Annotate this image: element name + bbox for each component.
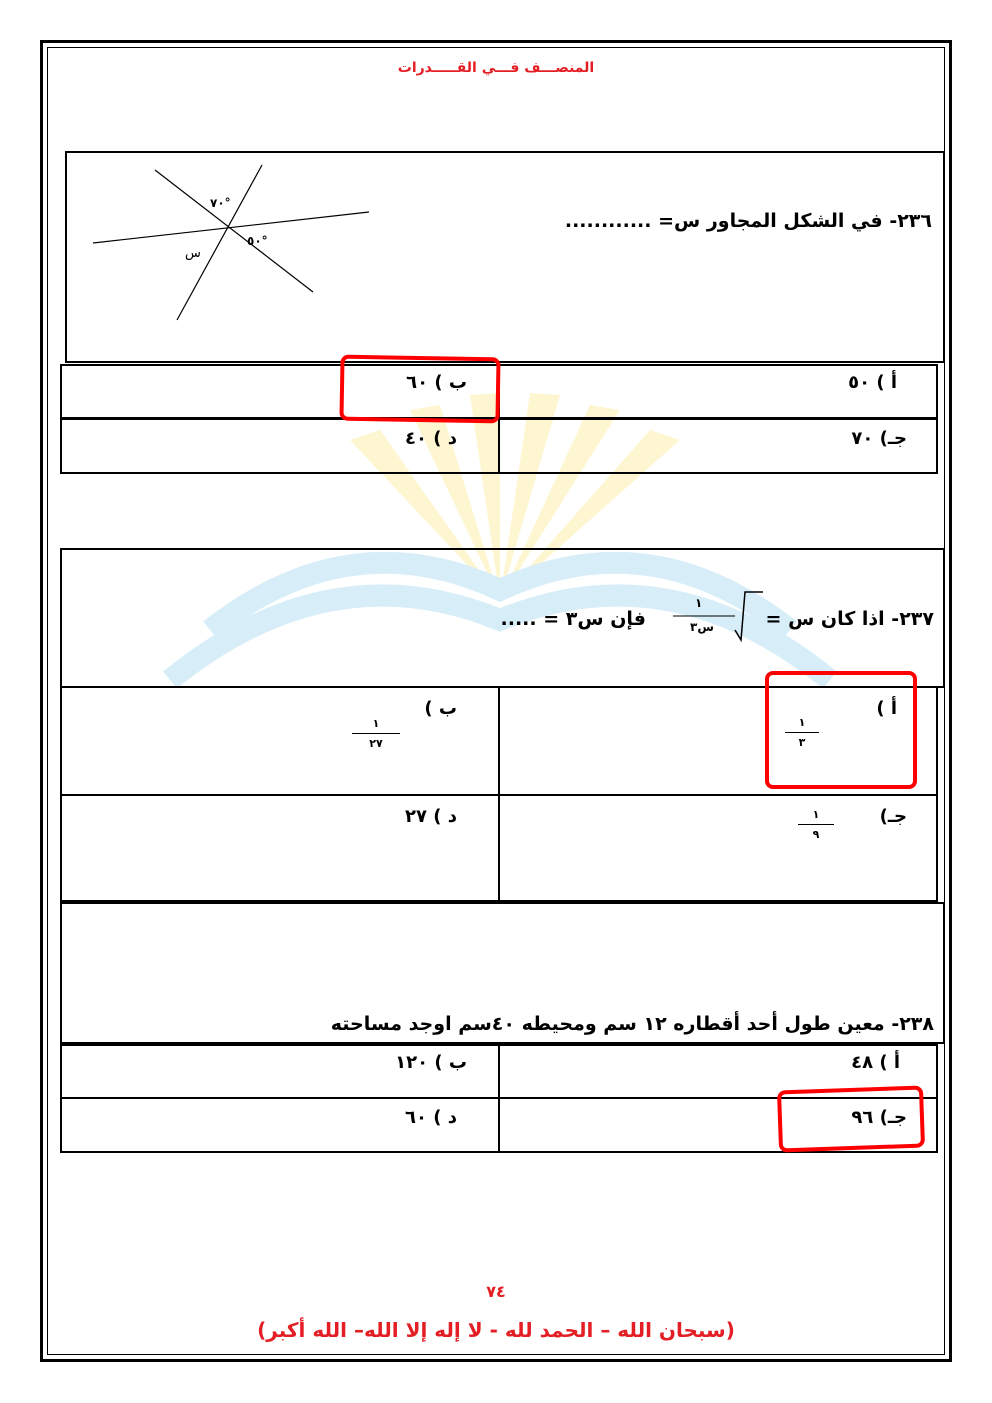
q237-option-d[interactable]: د ) ٢٧ xyxy=(405,806,457,827)
angle-70-label: ٧٠° xyxy=(210,196,231,210)
q236-option-b[interactable]: ب ) ٦٠ xyxy=(406,372,467,393)
q238-answer-mark xyxy=(777,1085,925,1152)
q237-option-c-fraction: ١ ٩ xyxy=(798,808,834,841)
q236-option-d[interactable]: د ) ٤٠ xyxy=(405,428,457,449)
sqrt-expression xyxy=(665,590,765,645)
q237-option-a-fraction: ١ ٣ xyxy=(785,716,819,749)
sqrt-denominator: س٣ xyxy=(690,620,714,634)
question-237-text-suffix: فإن س٣ = ..... xyxy=(500,608,646,630)
angle-x-label: س xyxy=(185,246,201,261)
q238-option-d[interactable]: د ) ٦٠ xyxy=(405,1107,457,1128)
page-header: المنصـــف فـــي القـــــدرات xyxy=(397,60,595,76)
q236-answer-mark xyxy=(339,355,500,424)
q237-option-a[interactable]: أ ) xyxy=(876,698,897,719)
sqrt-numerator: ١ xyxy=(695,596,703,610)
q237-cell-c xyxy=(498,794,938,902)
q237-option-b-fraction: ١ ٢٧ xyxy=(352,717,400,750)
q236-option-a[interactable]: أ ) ٥٠ xyxy=(848,372,897,393)
q237-answer-mark xyxy=(765,671,917,789)
intersecting-lines-figure xyxy=(85,160,385,330)
question-237-text-prefix: ٢٣٧- اذا كان س = xyxy=(765,608,934,630)
q237-option-b[interactable]: ب ) xyxy=(424,698,457,719)
footer-text: (سبحان الله – الحمد لله - لا إله إلا الله– الله أكبر) xyxy=(257,1318,735,1342)
q238-option-b[interactable]: ب ) ١٢٠ xyxy=(395,1052,467,1073)
question-236-text: ٢٣٦- في الشكل المجاور س= ............ xyxy=(564,210,932,232)
page-number: ٧٤ xyxy=(486,1282,506,1301)
q237-option-c[interactable]: جـ) xyxy=(879,806,907,827)
angle-50-label: ٥٠° xyxy=(247,234,268,248)
q238-option-c[interactable]: جـ) ٩٦ xyxy=(851,1107,907,1128)
q236-option-c[interactable]: جـ) ٧٠ xyxy=(851,428,907,449)
question-238-text: ٢٣٨- معين طول أحد أقطاره ١٢ سم ومحيطه ٤٠سم اوجد مساحته xyxy=(330,1013,934,1035)
q238-option-a[interactable]: أ ) ٤٨ xyxy=(851,1052,900,1073)
